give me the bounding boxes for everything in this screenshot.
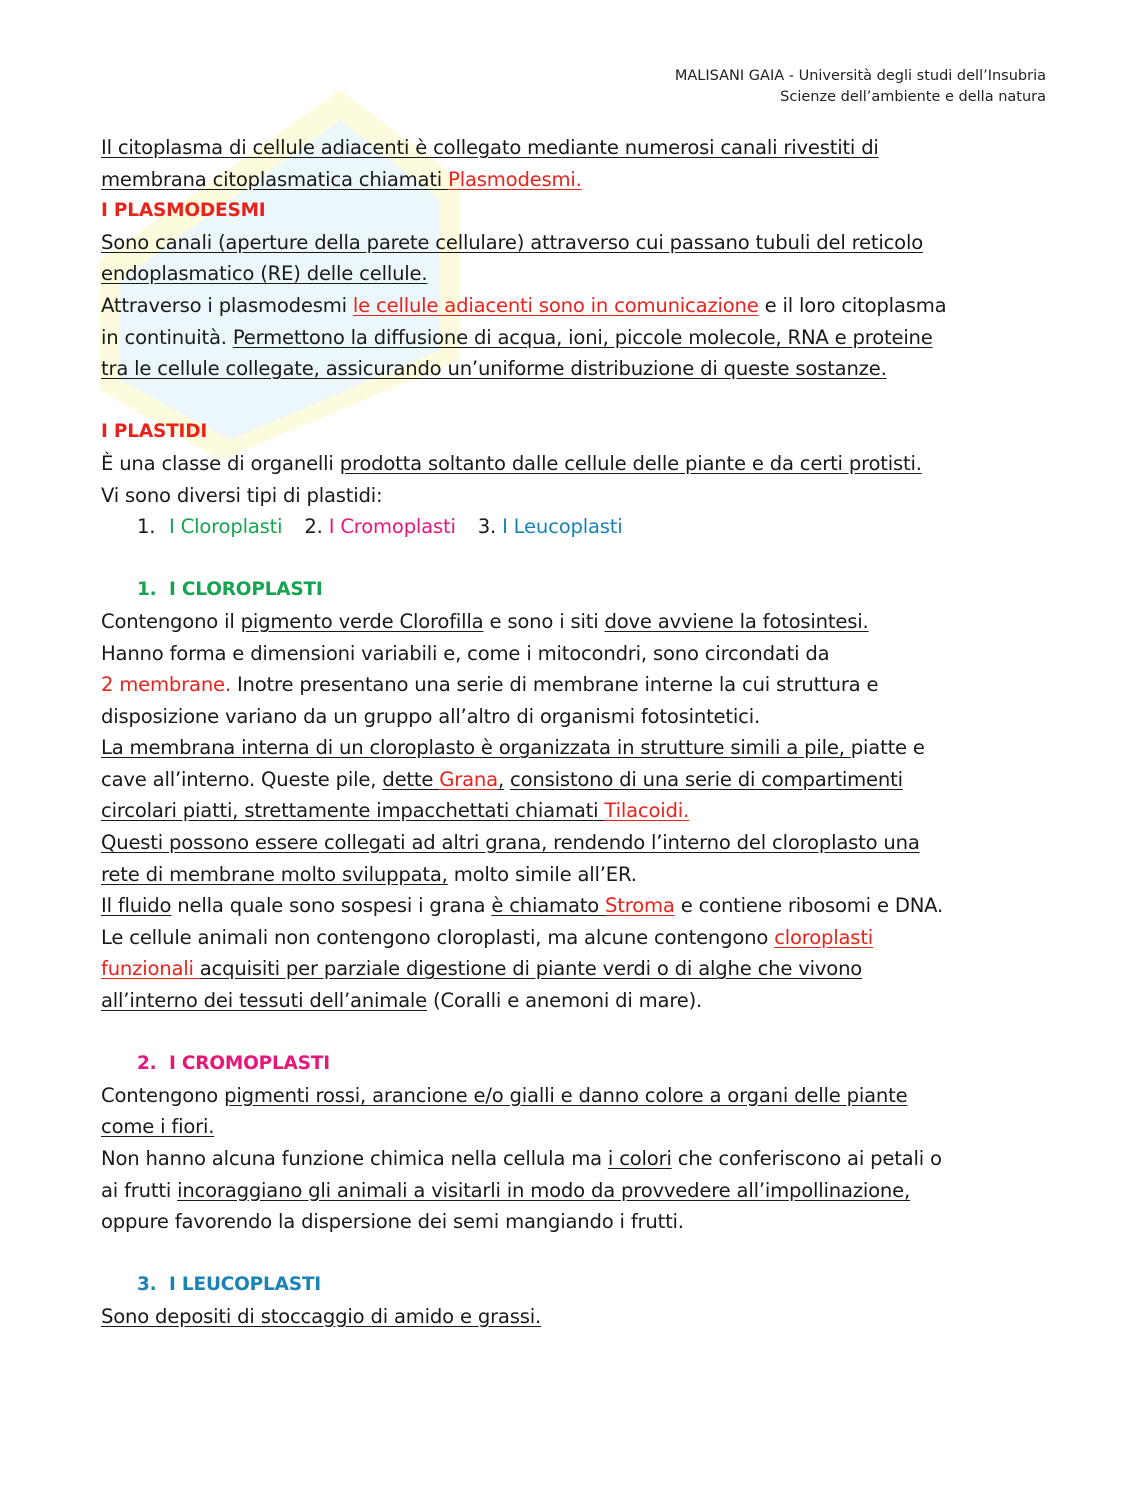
- plasmodesmi-line-4: in continuità. Permettono la diffusione di acqua, ioni, piccole molecole, RNA e proteine: [101, 325, 933, 349]
- plasmodesmi-line-3: Attraverso i plasmodesmi le cellule adiacenti sono in comunicazione e il loro citoplasma: [101, 293, 947, 317]
- heading-leucoplasti: 3. I LEUCOPLASTI: [137, 1274, 321, 1296]
- term-stroma: Stroma: [605, 894, 675, 918]
- list-item-leucoplasti: I Leucoplasti: [502, 515, 623, 539]
- cromoplasti-line-1: Contengono pigmenti rossi, arancione e/o gialli e danno colore a organi delle piante: [101, 1083, 908, 1107]
- term-tilacoidi: Tilacoidi.: [604, 799, 689, 823]
- plastidi-list: 1. I Cloroplasti 2. I Cromoplasti 3. I Leucoplasti: [137, 515, 623, 539]
- plasmodesmi-line-5: tra le cellule collegate, assicurando un’uniforme distribuzione di queste sostanze.: [101, 357, 887, 381]
- cloroplasti-line-8: Questi possono essere collegati ad altri grana, rendendo l’interno del cloroplasto una: [101, 831, 920, 855]
- header-course: Scienze dell’ambiente e della natura: [780, 89, 1046, 105]
- list-item-cromoplasti: I Cromoplasti: [328, 515, 456, 539]
- heading-plastidi: I PLASTIDI: [101, 421, 208, 443]
- cloroplasti-line-7: circolari piatti, strettamente impacchettati chiamati Tilacoidi.: [101, 799, 689, 823]
- plastidi-line-2: Vi sono diversi tipi di plastidi:: [101, 483, 383, 507]
- heading-plasmodesmi: I PLASMODESMI: [101, 200, 266, 222]
- intro-line-2: membrana citoplasmatica chiamati Plasmodesmi.: [101, 167, 582, 191]
- term-plasmodesmi: Plasmodesmi.: [448, 167, 582, 191]
- list-item-cloroplasti: I Cloroplasti: [169, 515, 283, 539]
- cloroplasti-line-11: Le cellule animali non contengono cloroplasti, ma alcune contengono cloroplasti: [101, 925, 874, 949]
- heading-cloroplasti: 1. I CLOROPLASTI: [137, 579, 323, 601]
- plasmodesmi-line-2: endoplasmatico (RE) delle cellule.: [101, 262, 428, 286]
- cloroplasti-line-6: cave all’interno. Queste pile, dette Grana, consistono di una serie di compartimenti: [101, 767, 903, 791]
- cloroplasti-line-2: Hanno forma e dimensioni variabili e, come i mitocondri, sono circondati da: [101, 641, 830, 665]
- intro-line-1: Il citoplasma di cellule adiacenti è collegato mediante numerosi canali rivestiti di: [101, 136, 879, 159]
- cloroplasti-line-13: all’interno dei tessuti dell’animale (Coralli e anemoni di mare).: [101, 989, 703, 1013]
- document-body: [101, 132, 1061, 1333]
- cloroplasti-line-5: La membrana interna di un cloroplasto è organizzata in strutture simili a pile, piatte e: [101, 736, 925, 760]
- cloroplasti-line-9: rete di membrane molto sviluppata, molto simile all’ER.: [101, 862, 637, 886]
- cloroplasti-line-1: Contengono il pigmento verde Clorofilla e sono i siti dove avviene la fotosintesi.: [101, 609, 869, 633]
- cromoplasti-line-3: Non hanno alcuna funzione chimica nella cellula ma i colori che conferiscono ai petali o: [101, 1147, 942, 1170]
- cloroplasti-line-4: disposizione variano da un gruppo all’altro di organismi fotosintetici.: [101, 704, 760, 728]
- cromoplasti-line-4: ai frutti incoraggiano gli animali a visitarli in modo da provvedere all’impollinazione,: [101, 1178, 910, 1202]
- cromoplasti-line-5: oppure favorendo la dispersione dei semi mangiando i frutti.: [101, 1210, 684, 1234]
- cloroplasti-line-10: Il fluido nella quale sono sospesi i grana è chiamato Stroma e contiene ribosomi e DNA.: [101, 894, 944, 918]
- term-grana: Grana: [439, 767, 498, 791]
- cloroplasti-line-12: funzionali acquisiti per parziale digestione di piante verdi o di alghe che vivono: [101, 957, 863, 981]
- leucoplasti-line-1: Sono depositi di stoccaggio di amido e grassi.: [101, 1304, 542, 1328]
- heading-cromoplasti: 2. I CROMOPLASTI: [137, 1053, 330, 1075]
- cromoplasti-line-2: come i fiori.: [101, 1115, 215, 1139]
- plastidi-line-1: È una classe di organelli prodotta soltanto dalle cellule delle piante e da certi protisti.: [101, 451, 922, 475]
- cloroplasti-line-3: 2 membrane. Inotre presentano una serie di membrane interne la cui struttura e: [101, 673, 879, 697]
- header-author: MALISANI GAIA - Università degli studi dell’Insubria: [674, 68, 1046, 84]
- plasmodesmi-line-1: Sono canali (aperture della parete cellulare) attraverso cui passano tubuli del reticolo: [101, 230, 923, 254]
- page-header: [675, 66, 1046, 108]
